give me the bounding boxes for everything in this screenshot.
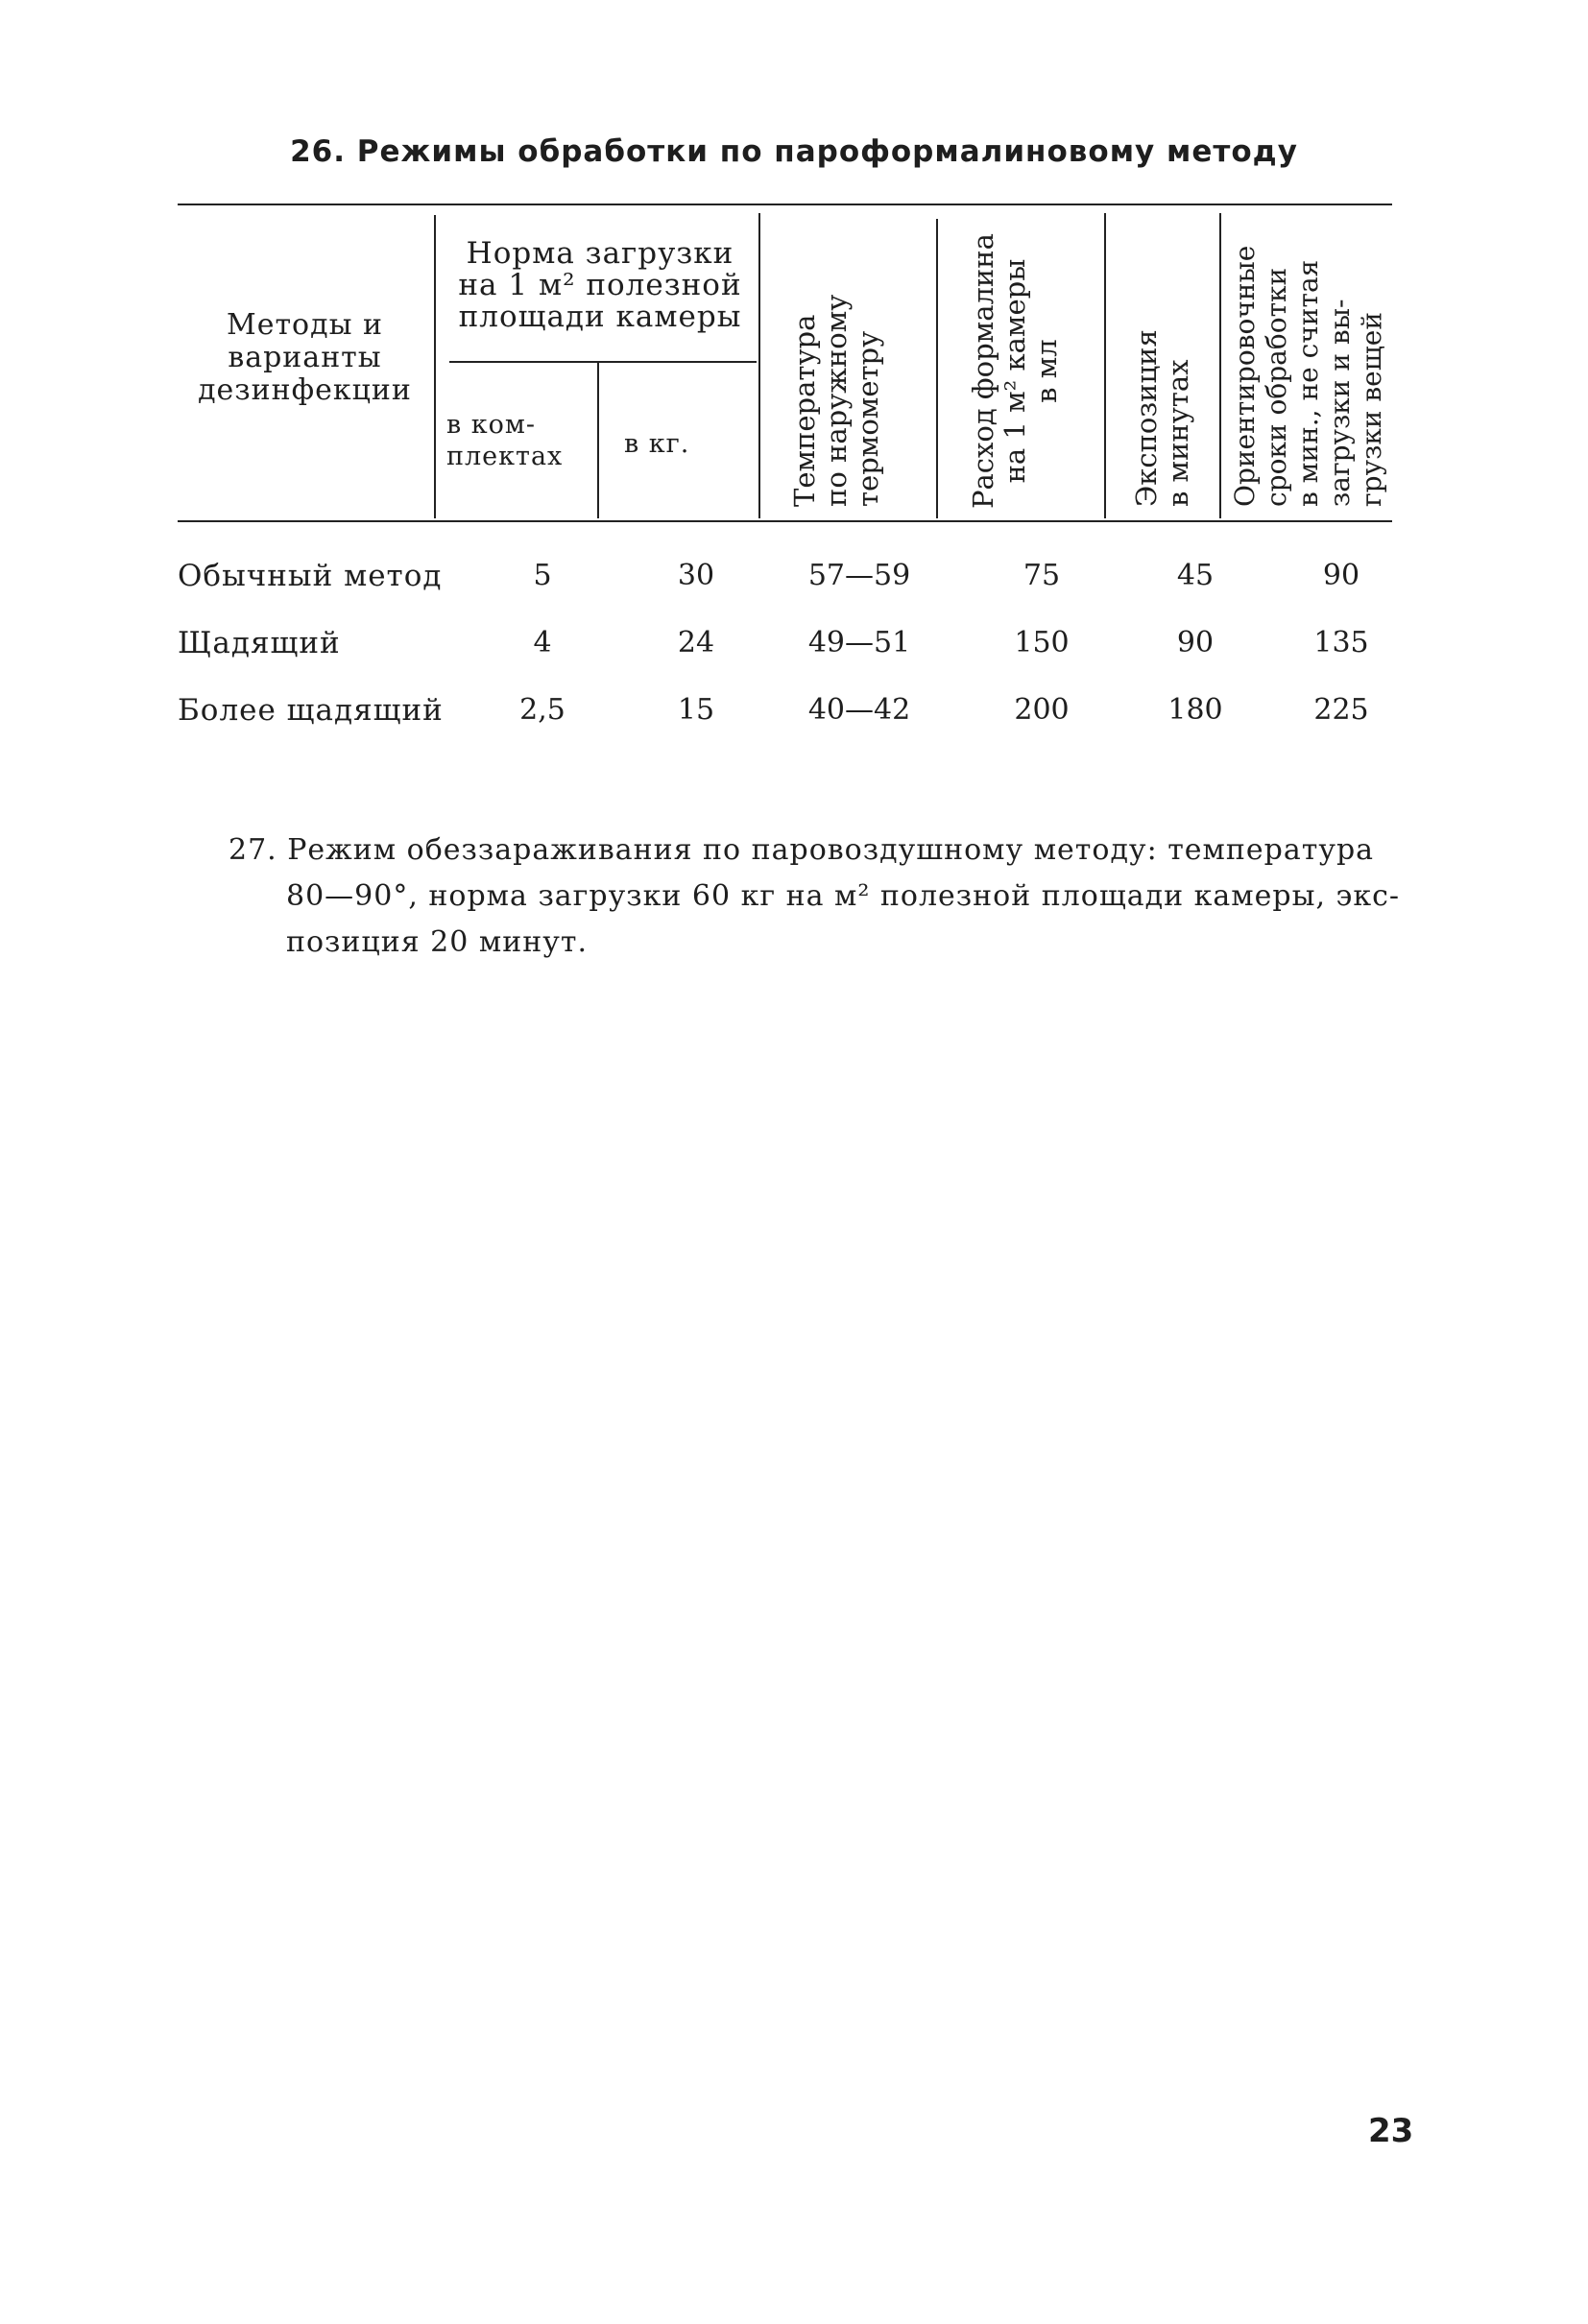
- header-temperature-line: Температура: [788, 314, 821, 507]
- header-duration: [1229, 246, 1387, 507]
- header-methods-line: Методы и: [226, 308, 383, 342]
- cell-temp: 49—51: [807, 626, 911, 659]
- column-divider: [1104, 213, 1106, 518]
- header-sets-line: плектах: [446, 442, 564, 471]
- table-top-rule: [178, 204, 1392, 205]
- header-temperature-line: термометру: [852, 330, 884, 507]
- header-duration-line: Ориентировочные: [1229, 245, 1261, 507]
- header-duration-line: загрузки и вы-: [1324, 299, 1356, 507]
- header-load-line: на 1 м² полезной: [458, 268, 742, 302]
- cell-formalin: 200: [1014, 693, 1070, 727]
- column-divider: [936, 219, 938, 518]
- header-formalin-line: Расход формалина: [967, 233, 999, 509]
- column-divider: [758, 213, 760, 518]
- paragraph-27-line: позиция 20 минут.: [286, 925, 588, 959]
- row-method: Более щадящий: [178, 693, 444, 728]
- header-methods-line: варианты: [228, 341, 382, 374]
- paragraph-27-line: 27. Режим обеззараживания по паровоздушному методу: температура: [229, 833, 1375, 867]
- cell-sets: 5: [533, 559, 552, 592]
- column-divider: [1219, 213, 1221, 518]
- header-methods: [182, 309, 427, 407]
- header-temperature-line: по наружному: [820, 294, 853, 507]
- cell-kg: 30: [677, 559, 715, 592]
- cell-sets: 4: [533, 626, 552, 659]
- header-duration-line: грузки вещей: [1356, 312, 1387, 507]
- cell-exposure: 45: [1176, 559, 1215, 592]
- cell-kg: 15: [677, 693, 715, 727]
- cell-sets: 2,5: [519, 693, 565, 727]
- cell-duration: 225: [1313, 693, 1369, 727]
- page-number: 23: [1368, 2112, 1414, 2150]
- header-load-line: Норма загрузки: [466, 236, 734, 271]
- header-formalin-line: [999, 233, 1031, 509]
- cell-formalin: 75: [1023, 559, 1061, 592]
- header-formalin-line: в мл: [1030, 339, 1063, 403]
- column-divider: [434, 215, 436, 518]
- header-load-line: площади камеры: [458, 299, 742, 334]
- cell-duration: 135: [1313, 626, 1369, 659]
- paragraph-27-line: 80—90°, норма загрузки 60 кг на м² полезной площади камеры, экс-: [286, 879, 1401, 913]
- cell-formalin: 150: [1014, 626, 1070, 659]
- cell-temp: 57—59: [807, 559, 911, 592]
- header-exposure-line: Экспозиция: [1130, 329, 1163, 507]
- table-header-bottom-rule: [178, 520, 1392, 522]
- header-methods-line: дезинфекции: [198, 373, 412, 407]
- cell-duration: 90: [1322, 559, 1360, 592]
- header-load-sets: [446, 409, 590, 472]
- header-exposure-line: в минутах: [1162, 359, 1194, 507]
- header-exposure: [1131, 329, 1194, 507]
- header-duration-line: сроки обработки: [1261, 267, 1292, 507]
- row-method: Щадящий: [178, 626, 341, 660]
- table-title: 26. Режимы обработки по пароформалиновому методу: [290, 134, 1298, 169]
- row-method: Обычный метод: [178, 559, 443, 593]
- header-load-group: [442, 238, 758, 333]
- cell-temp: 40—42: [807, 693, 911, 727]
- cell-kg: 24: [677, 626, 715, 659]
- header-load-kg: в кг.: [624, 429, 690, 459]
- header-temperature: [789, 295, 884, 507]
- header-sets-line: в ком-: [446, 410, 537, 440]
- header-formalin-text: на 1 м² камеры: [999, 258, 1031, 484]
- cell-exposure: 90: [1176, 626, 1215, 659]
- header-formalin: [968, 233, 1063, 509]
- cell-exposure: 180: [1167, 693, 1223, 727]
- header-duration-line: в мин., не считая: [1292, 259, 1324, 507]
- column-divider: [597, 363, 599, 518]
- load-group-divider: [449, 361, 757, 363]
